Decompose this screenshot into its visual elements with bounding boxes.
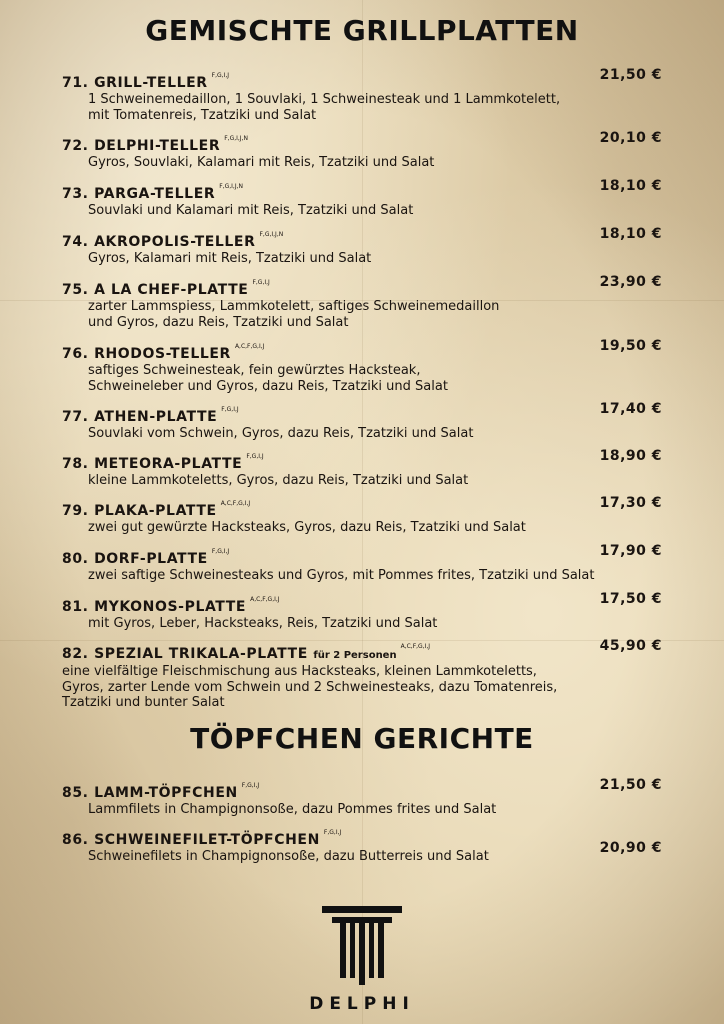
item-description: Lammfilets in Champignonsoße, dazu Pommes frites und Salat bbox=[88, 802, 497, 817]
item-name: 72. DELPHI-TELLER bbox=[62, 138, 221, 154]
item-allergens: F,G,I,J,N bbox=[224, 135, 248, 142]
section-title-grillplatten: GEMISCHTE GRILLPLATTEN bbox=[145, 14, 579, 47]
logo-wordmark: DELPHI bbox=[309, 994, 415, 1014]
item-allergens: F,G,I,J bbox=[211, 72, 230, 79]
menu-item-81 bbox=[62, 591, 662, 632]
item-allergens: F,G,I,J,N bbox=[259, 231, 284, 238]
menu-item-73 bbox=[62, 178, 662, 219]
item-allergens: F,G,I,J bbox=[221, 406, 239, 413]
item-description: Gyros, Souvlaki, Kalamari mit Reis, Tzatziki und Salat bbox=[88, 155, 435, 170]
item-allergens: F,G,I,J bbox=[252, 279, 270, 286]
item-price: 20,10 € bbox=[599, 130, 662, 146]
item-allergens: A,C,F,G,I,J bbox=[250, 596, 280, 603]
item-price: 21,50 € bbox=[599, 777, 662, 793]
item-description: zarter Lammspiess, Lammkotelett, saftiges Schweinemedaillon und Gyros, dazu Reis, Tzatziki und Salat bbox=[88, 299, 500, 330]
item-price: 23,90 € bbox=[599, 274, 662, 290]
menu-item-79 bbox=[62, 495, 662, 536]
item-price: 18,10 € bbox=[599, 226, 662, 242]
item-description: Gyros, Kalamari mit Reis, Tzatziki und Salat bbox=[88, 251, 372, 266]
item-description: zwei gut gewürzte Hacksteaks, Gyros, dazu Reis, Tzatziki und Salat bbox=[88, 520, 526, 535]
menu-item-78 bbox=[62, 448, 662, 489]
item-description: Schweinefilets in Champignonsoße, dazu Butterreis und Salat bbox=[88, 849, 489, 864]
item-name: 86. SCHWEINEFILET-TÖPFCHEN bbox=[62, 832, 320, 848]
menu-item-82 bbox=[62, 638, 662, 711]
item-name: 76. RHODOS-TELLER bbox=[62, 346, 231, 362]
item-price: 18,90 € bbox=[599, 448, 662, 464]
item-description: 1 Schweinemedaillon, 1 Souvlaki, 1 Schweinesteak und 1 Lammkotelett, mit Tomatenreis, Tzatziki und Salat bbox=[88, 92, 561, 123]
item-name: 75. A LA CHEF-PLATTE bbox=[62, 282, 249, 298]
item-allergens: A,C,F,G,I,J bbox=[400, 643, 431, 650]
item-allergens: F,G,I,J bbox=[246, 453, 264, 460]
menu-item-76 bbox=[62, 338, 662, 394]
item-description: eine vielfältige Fleischmischung aus Hacksteaks, kleinen Lammkoteletts, Gyros, zarter Lende vom Schwein und 2 Schweinesteaks, dazu Tomatenreis, Tzatziki und bunter Salat bbox=[62, 664, 558, 710]
item-name: 74. AKROPOLIS-TELLER bbox=[62, 234, 256, 250]
item-allergens: A,C,F,G,I,J bbox=[234, 343, 265, 350]
item-name: 85. LAMM-TÖPFCHEN bbox=[62, 785, 238, 801]
menu-item-72 bbox=[62, 130, 662, 171]
item-description: zwei saftige Schweinesteaks und Gyros, mit Pommes frites, Tzatziki und Salat bbox=[88, 568, 595, 583]
item-description: mit Gyros, Leber, Hacksteaks, Reis, Tzatziki und Salat bbox=[88, 616, 438, 631]
item-allergens: F,G,I,J bbox=[323, 829, 342, 836]
item-name-suffix: für 2 Personen bbox=[313, 650, 397, 661]
item-name: 80. DORF-PLATTE bbox=[62, 551, 208, 567]
item-name: 81. MYKONOS-PLATTE bbox=[62, 599, 247, 615]
item-allergens: F,G,I,J bbox=[211, 548, 230, 555]
greek-column-icon bbox=[302, 902, 422, 992]
item-price: 18,10 € bbox=[599, 178, 662, 194]
item-name: 73. PARGA-TELLER bbox=[62, 186, 216, 202]
item-name: 77. ATHEN-PLATTE bbox=[62, 409, 218, 425]
item-name: 71. GRILL-TELLER bbox=[62, 75, 208, 91]
section-title-toepfchen: TÖPFCHEN GERICHTE bbox=[190, 722, 534, 755]
item-description: Souvlaki und Kalamari mit Reis, Tzatziki und Salat bbox=[88, 203, 414, 218]
item-price: 17,30 € bbox=[599, 495, 662, 511]
item-name: 82. SPEZIAL TRIKALA-PLATTE bbox=[62, 646, 308, 662]
item-price: 21,50 € bbox=[599, 67, 662, 83]
item-price: 17,40 € bbox=[599, 401, 662, 417]
item-description: Souvlaki vom Schwein, Gyros, dazu Reis, Tzatziki und Salat bbox=[88, 426, 474, 441]
item-allergens: F,G,I,J,N bbox=[219, 183, 244, 190]
item-price: 17,90 € bbox=[599, 543, 662, 559]
item-name: 78. METEORA-PLATTE bbox=[62, 456, 243, 472]
menu-item-71 bbox=[62, 67, 662, 123]
item-price: 19,50 € bbox=[599, 338, 662, 354]
item-allergens: F,G,I,J bbox=[241, 782, 260, 789]
item-price: 20,90 € bbox=[599, 840, 662, 856]
item-description: kleine Lammkoteletts, Gyros, dazu Reis, Tzatziki und Salat bbox=[88, 473, 469, 488]
menu-item-80 bbox=[62, 543, 662, 584]
menu-item-85 bbox=[62, 777, 662, 818]
menu-item-74 bbox=[62, 226, 662, 267]
item-name: 79. PLAKA-PLATTE bbox=[62, 503, 217, 519]
item-price: 45,90 € bbox=[599, 638, 662, 654]
delphi-logo bbox=[302, 902, 422, 1024]
menu-item-86 bbox=[62, 824, 662, 865]
menu-item-77 bbox=[62, 401, 662, 442]
item-description: saftiges Schweinesteak, fein gewürztes Hacksteak, Schweineleber und Gyros, dazu Reis, Tzatziki und Salat bbox=[88, 363, 448, 394]
item-allergens: A,C,F,G,I,J bbox=[220, 500, 251, 507]
item-price: 17,50 € bbox=[599, 591, 662, 607]
menu-item-75 bbox=[62, 274, 662, 330]
